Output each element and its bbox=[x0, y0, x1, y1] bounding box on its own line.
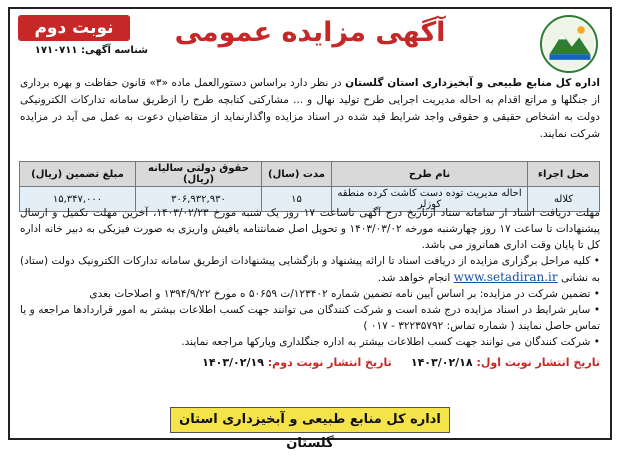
publication-dates bbox=[20, 356, 600, 369]
column-header: حقوق دولتی سالیانه (ریال) bbox=[136, 162, 262, 187]
list-item: • شرکت کنندگان می توانند جهت کسب اطلاعات بیشتر به اداره جنگلداری ویارکها مراجعه نمایند. bbox=[20, 334, 600, 350]
second-date-value: ۱۴۰۳/۰۲/۱۹ bbox=[202, 356, 264, 369]
intro-paragraph bbox=[20, 75, 600, 143]
page-title: آگهی مزایده عمومی bbox=[174, 17, 446, 48]
bullet-text: انجام خواهد شد. bbox=[377, 272, 454, 284]
list-item: • سایر شرایط در اسناد مزایده درج شده است و شرکت کنندگان می توانند جهت کسب اطلاعات بیشتر به امور قراردادها مراجعه و یا تماس حاصل نمایند ( شماره تماس: ۳۲۲۳۵۷۹۲ - ۰۱۷ ) bbox=[20, 302, 600, 334]
website-link[interactable]: www.setadiran.ir bbox=[453, 270, 558, 284]
list-item: • تضمین شرکت در مزایده: بر اساس آیین نامه تضمین شماره ۱۲۳۴۰۲/ت ۵۰۶۵۹ ه مورخ ۱۳۹۴/۹/۲۲ و اصلاحات بعدی bbox=[20, 286, 600, 302]
intro-text: در نظر دارد براساس دستورالعمل ماده «۳» قانون حفاظت و بهره برداری از جنگلها و مراتع اقدام به احاله مدیریت اجرایی طرح تولید نهال و ... مشارکتی کتابچه طرح را ازطریق سامانه تدارکات الکترونیکی دولت به اشخاص حقیقی و حقوقی واجد شرایط قید شده در اسناد مزایده واگذارنماید از متقاضیان دعوت به عمل می آید در مزایده شرکت نمایند. bbox=[20, 77, 600, 140]
column-header: نام طرح bbox=[332, 162, 528, 187]
table-cell-location: کلاله bbox=[528, 187, 600, 212]
notice-page bbox=[8, 7, 612, 451]
deadline-paragraph: مهلت دریافت اسناد از سامانه ستاد ازتاریخ درج آگهی تاساعت ۱۷ روز یک شنبه مورخ ۱۴۰۳/۰۲/۲۳، آخرین مهلت تکمیل و ارسال پیشنهادات تا ساعت ۱۷ روز چهارشنبه مورخه ۱۴۰۳/۰۳/۰۲ و تحویل اصل ضمانتنامه یافیش واریزی به صورت فیزیکی به دبیر خانه اداره کل تا پایان وقت اداری همانروز می باشد. bbox=[20, 207, 600, 251]
table-header-row bbox=[20, 162, 600, 187]
publication-round-badge: نوبت دوم bbox=[18, 15, 130, 41]
organization-name: اداره کل منابع طبیعی و آبخیزداری استان گلستان bbox=[345, 77, 600, 89]
table-cell-plan-name: احاله مدیریت توده دست کاشت کرده منطقه کوزلر bbox=[332, 187, 528, 212]
bullet-text: کلیه مراحل برگزاری مزایده از دریافت اسناد تا ارائه پیشنهاد و بازگشایی پیشنهادات ازطریق سامانه تدارکات الکترونیک دولت (ستاد) به نشانی bbox=[20, 255, 600, 284]
conditions-section bbox=[20, 205, 600, 350]
list-item bbox=[20, 253, 600, 286]
table-cell-guarantee: ۱۵,۳۴۷,۰۰۰ bbox=[20, 187, 136, 212]
second-date-label: تاریخ انتشار نوبت دوم: bbox=[267, 356, 392, 369]
first-date-value: ۱۴۰۳/۰۲/۱۸ bbox=[410, 356, 473, 369]
footer-organization-banner: اداره کل منابع طبیعی و آبخیزداری استان گلستان bbox=[170, 407, 450, 433]
column-header: محل اجراء bbox=[528, 162, 600, 187]
first-date-label: تاریخ انتشار نوبت اول: bbox=[476, 356, 600, 369]
ad-number: شناسه آگهی: ۱۷۱۰۷۱۱ bbox=[34, 45, 148, 56]
table-cell-annual-fee: ۳۰۶,۹۳۲,۹۳۰ bbox=[136, 187, 262, 212]
table-cell-duration: ۱۵ bbox=[262, 187, 332, 212]
column-header: مبلغ تضمین (ریال) bbox=[20, 162, 136, 187]
column-header: مدت (سال) bbox=[262, 162, 332, 187]
